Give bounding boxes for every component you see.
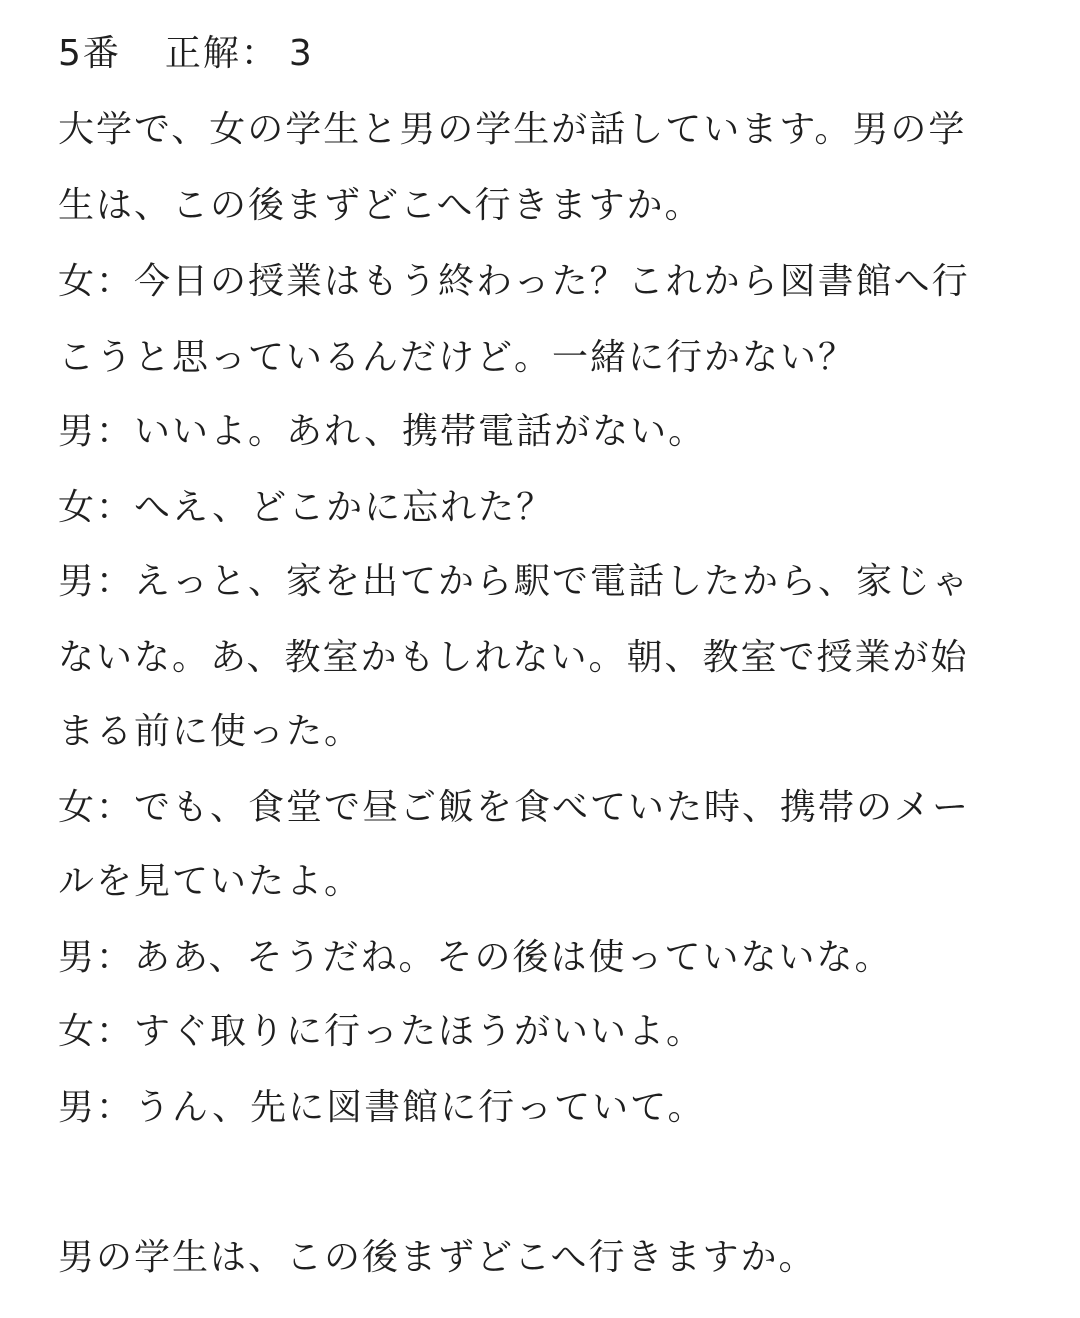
dialogue-line: 男：ああ、そうだね。その後は使っていないな。 <box>58 937 893 978</box>
dialogue-line: 女：へえ、どこかに忘れた？ <box>58 487 555 528</box>
dialogue-line: 女：でも、食堂で昼ご飯を食べていた時、携帯のメー <box>58 787 971 828</box>
answer-label: 正解： <box>164 33 279 74</box>
dialogue-line: ルを見ていたよ。 <box>58 861 363 902</box>
dialogue-line: 男：うん、先に図書館に行っていて。 <box>58 1087 706 1128</box>
question-repeat: 男の学生は、この後まずどこへ行きますか。 <box>58 1237 817 1278</box>
dialogue-line: 男：えっと、家を出てから駅で電話したから、家じゃ <box>58 561 971 602</box>
dialogue-line: まる前に使った。 <box>58 711 363 752</box>
answer-header <box>58 34 314 78</box>
dialogue-line: こうと思っているんだけど。一緒に行かない？ <box>58 337 857 378</box>
question-number: 5番 <box>58 33 121 74</box>
intro-line: 大学で、女の学生と男の学生が話しています。男の学 <box>58 109 967 150</box>
dialogue-line: ないな。あ、教室かもしれない。朝、教室で授業が始 <box>58 637 969 678</box>
intro-line: 生は、この後まずどこへ行きますか。 <box>58 185 703 226</box>
dialogue-line: 男：いいよ。あれ、携帯電話がない。 <box>58 411 707 452</box>
answer-value: 3 <box>288 33 314 74</box>
dialogue-line: 女：すぐ取りに行ったほうがいいよ。 <box>58 1011 705 1052</box>
dialogue-line: 女：今日の授業はもう終わった？これから図書館へ行 <box>58 261 970 302</box>
